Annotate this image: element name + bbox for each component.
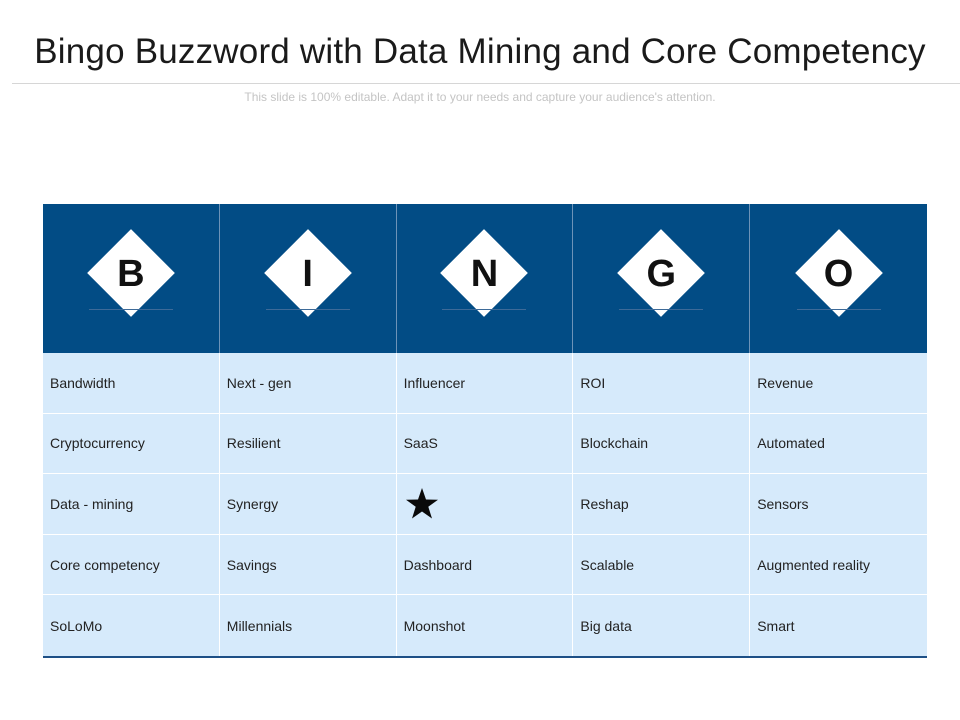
diamond-underline — [619, 309, 703, 310]
bingo-letter: G — [646, 253, 677, 295]
grid-cell: Revenue — [757, 374, 814, 391]
header-cell-o — [750, 204, 927, 353]
slide-title: Bingo Buzzword with Data Mining and Core Competency — [34, 32, 926, 71]
grid-row — [43, 535, 927, 596]
grid-cell: Sensors — [757, 495, 809, 512]
grid-cell: Data - mining — [43, 474, 220, 534]
grid-cell: Next - gen — [220, 353, 397, 413]
grid-cell: Automated — [757, 435, 825, 452]
bingo-board — [43, 204, 927, 658]
grid-cell: Dashboard — [397, 535, 574, 595]
star-icon — [405, 487, 439, 521]
grid-cell: Bandwidth — [43, 353, 220, 413]
grid-cell: Big data — [573, 595, 750, 656]
diamond-underline — [442, 309, 526, 310]
header-cell-i — [220, 204, 397, 353]
grid-cell: Resilient — [220, 414, 397, 474]
header-cell-g — [573, 204, 750, 353]
grid-cell: Augmented reality — [757, 556, 871, 573]
grid-cell: Reshap — [573, 474, 750, 534]
diamond-underline — [89, 309, 173, 310]
grid-row — [43, 595, 927, 656]
grid-cell: SaaS — [397, 414, 574, 474]
grid-cell: Blockchain — [573, 414, 750, 474]
grid-cell: Moonshot — [397, 595, 574, 656]
free-space-cell — [397, 474, 574, 534]
grid-cell: Influencer — [397, 353, 574, 413]
grid-cell: Cryptocurrency — [43, 414, 220, 474]
bingo-letter: N — [470, 253, 499, 295]
grid-cell: Synergy — [220, 474, 397, 534]
grid-cell: Core competency — [43, 535, 220, 595]
bingo-grid — [43, 353, 927, 656]
bingo-letter: O — [823, 253, 854, 295]
grid-row — [43, 474, 927, 535]
grid-cell: Scalable — [573, 535, 750, 595]
bingo-header-row — [43, 204, 927, 353]
grid-cell: Savings — [220, 535, 397, 595]
bingo-letter: B — [117, 253, 145, 295]
diamond-underline — [797, 309, 881, 310]
grid-cell: Millennials — [220, 595, 397, 656]
grid-row — [43, 353, 927, 414]
header-cell-n — [397, 204, 574, 353]
grid-cell: Smart — [757, 617, 795, 634]
bingo-letter: I — [302, 253, 313, 295]
title-divider — [12, 83, 960, 84]
header-cell-b — [43, 204, 220, 353]
slide-subtitle: This slide is 100% editable. Adapt it to your needs and capture your audience's attention. — [244, 90, 716, 104]
grid-cell: ROI — [573, 353, 750, 413]
grid-row — [43, 414, 927, 475]
diamond-underline — [266, 309, 350, 310]
grid-cell: SoLoMo — [43, 595, 220, 656]
